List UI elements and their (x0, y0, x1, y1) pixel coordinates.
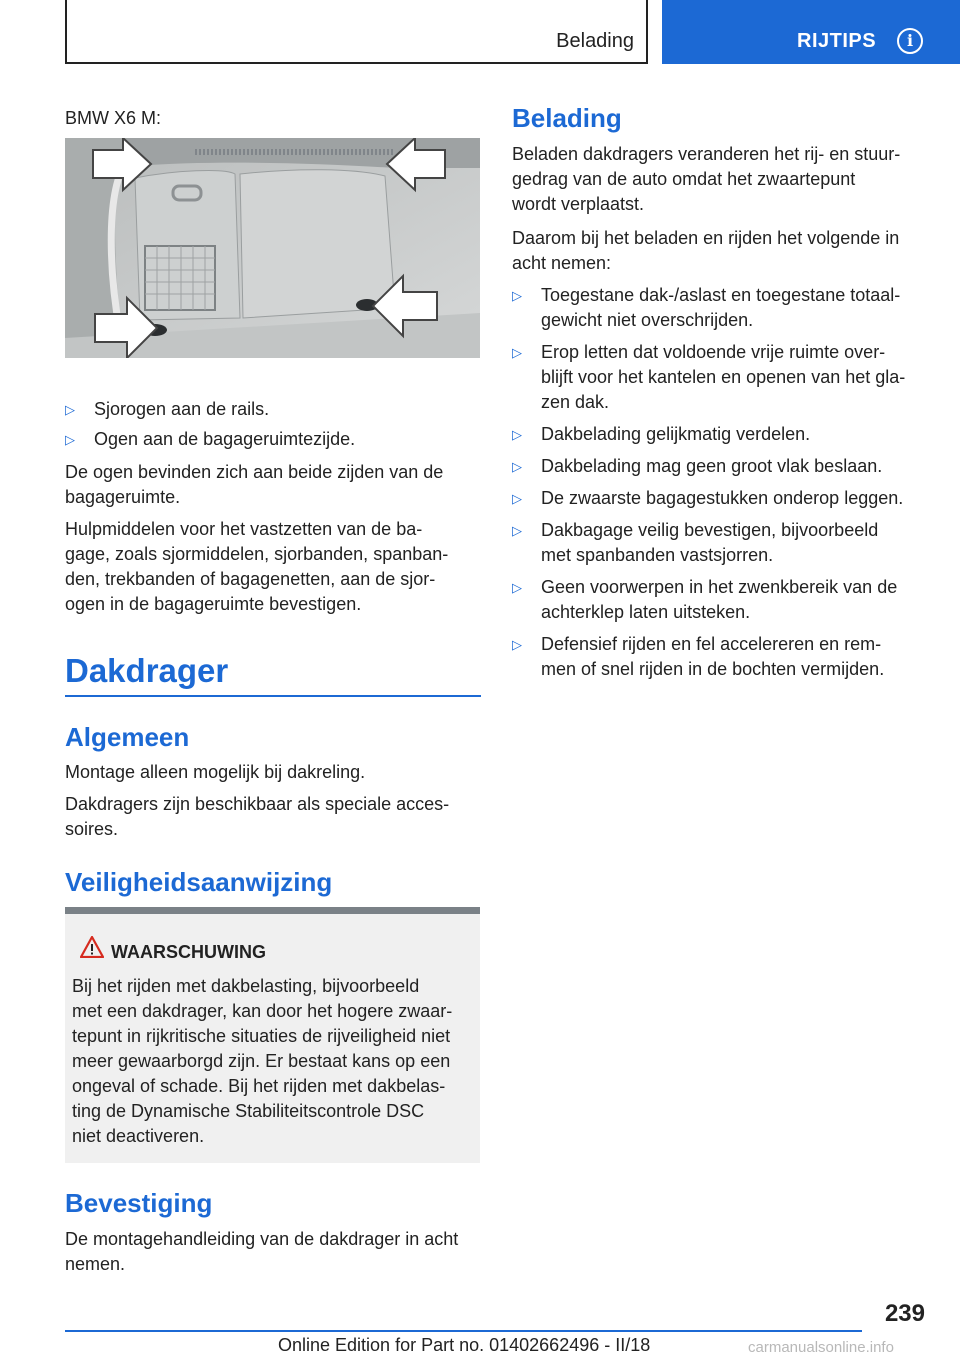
paragraph: Dakdragers zijn beschikbaar als speciale acces- soires. (65, 794, 450, 839)
heading-belading: Belading (512, 103, 622, 133)
warning-triangle-icon (80, 936, 104, 958)
warning-title: WAARSCHUWING (111, 942, 266, 962)
bullet-triangle-icon: ▷ (512, 580, 522, 595)
model-label: BMW X6 M: (65, 108, 162, 128)
header-tab-label: RIJTIPS (797, 30, 877, 52)
heading-algemeen: Algemeen (65, 722, 190, 752)
bullet-triangle-icon: ▷ (512, 523, 522, 538)
heading-underline (65, 695, 481, 697)
paragraph: De montagehandleiding van de dakdrager in acht nemen. (65, 1229, 459, 1274)
bullet-triangle-icon: ▷ (512, 491, 522, 506)
luggage-compartment-photo (65, 138, 480, 358)
heading-dakdrager: Dakdrager (65, 652, 229, 689)
heading-veiligheidsaanwijzing: Veiligheidsaanwijzing (65, 867, 333, 897)
bullet-triangle-icon: ▷ (512, 345, 522, 360)
page-number: 239 (884, 1300, 925, 1327)
bullet-triangle-icon: ▷ (512, 427, 522, 442)
paragraph: Beladen dakdragers veranderen het rij- en stuur- gedrag van de auto omdat het zwaartepunt wordt verplaatst. (512, 144, 901, 214)
warning-text: Bij het rijden met dakbelasting, bijvoorbeeld met een dakdrager, kan door het hogere zwaar- tepunt in rijkritische situaties de rijveiligheid niet meer gewaarborgd zijn. Er bestaat kans op een ongeval of schade. Bij het rijden met dakbelas- ting de Dynamische Stabiliteitscontrole DSC niet deactiveren. (72, 976, 453, 1146)
edition-note: Online Edition for Part no. 01402662496 - II/18 (278, 1335, 651, 1355)
watermark: carmanualsonline.info (748, 1339, 894, 1356)
paragraph: Montage alleen mogelijk bij dakreling. (65, 762, 366, 782)
bullet-triangle-icon: ▷ (512, 637, 522, 652)
bullet-triangle-icon: ▷ (65, 432, 75, 447)
header-tab-rijtips[interactable] (662, 0, 960, 64)
bullet-triangle-icon: ▷ (512, 288, 522, 303)
bullet-triangle-icon: ▷ (65, 402, 75, 417)
info-icon[interactable]: i (897, 28, 923, 54)
heading-bevestiging: Bevestiging (65, 1188, 213, 1218)
paragraph: Hulpmiddelen voor het vastzetten van de ba- gage, zoals sjormiddelen, sjorbanden, spanban- den, trekbanden of bagagenetten, aan de sjor- ogen in de bagageruimte bevestigen. (65, 519, 449, 614)
header-section-title: Belading (556, 30, 634, 52)
warning-box (65, 907, 480, 1163)
paragraph: Daarom bij het beladen en rijden het volgende in acht nemen: (512, 228, 900, 273)
paragraph: De ogen bevinden zich aan beide zijden van de bagageruimte. (65, 462, 444, 507)
footer-rule (65, 1330, 862, 1332)
bullet-triangle-icon: ▷ (512, 459, 522, 474)
